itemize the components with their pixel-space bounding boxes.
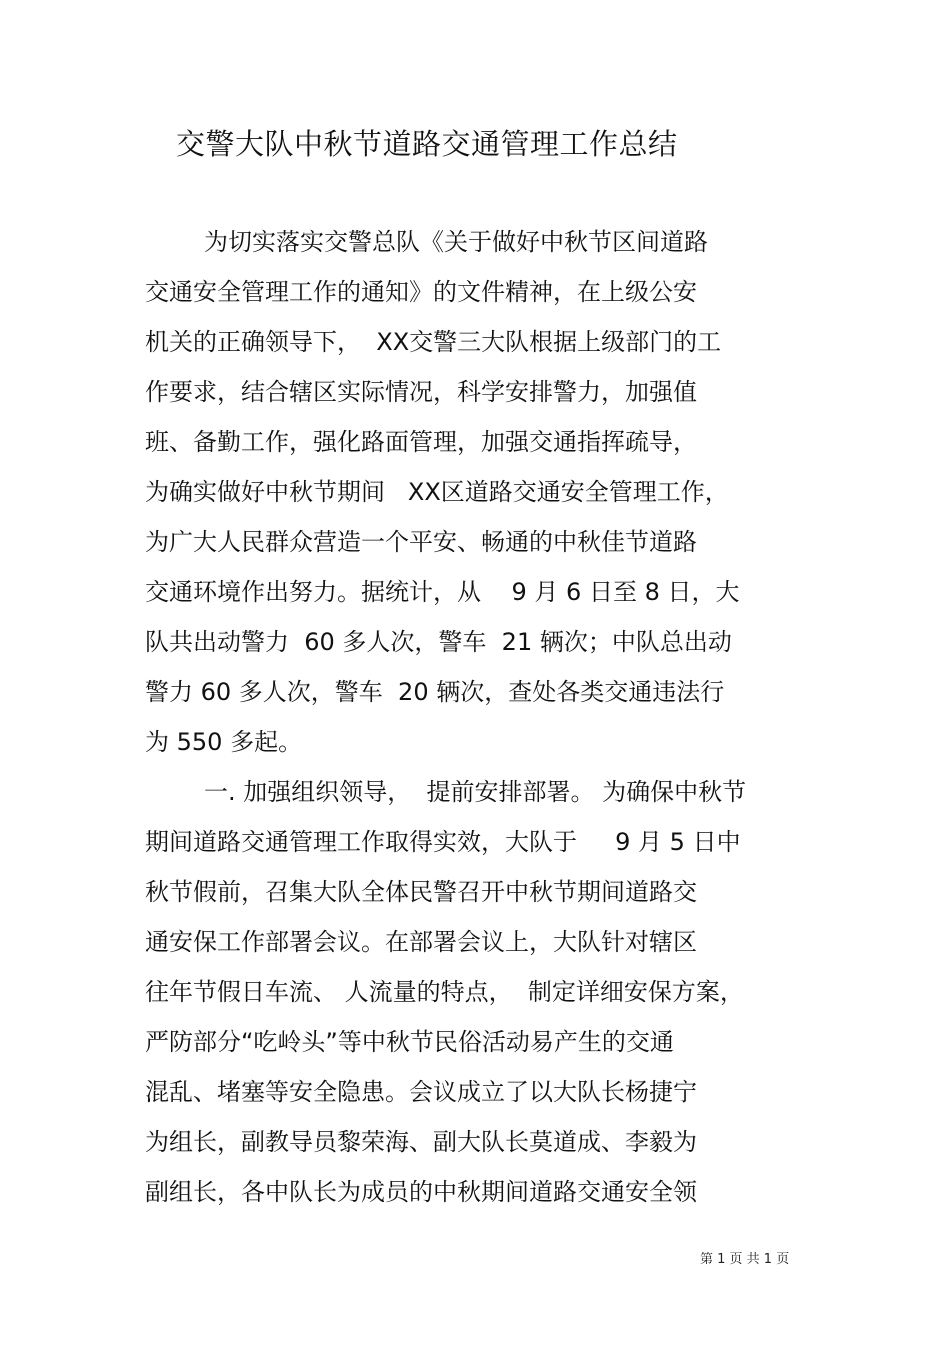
paragraph-line: 班、备勤工作，强化路面管理，加强交通指挥疏导， xyxy=(145,428,697,456)
paragraph-line: 往年节假日车流、 人流量的特点， 制定详细安保方案， xyxy=(145,978,744,1006)
paragraph-line: 混乱、堵塞等安全隐患。会议成立了以大队长杨捷宁 xyxy=(145,1078,697,1106)
paragraph-line: 为切实落实交警总队《关于做好中秋节区间道路 xyxy=(204,228,708,256)
paragraph-line: 为广大人民群众营造一个平安、畅通的中秋佳节道路 xyxy=(145,528,697,556)
page-number: 第 1 页 共 1 页 xyxy=(700,1252,790,1267)
paragraph-line: 严防部分“吃岭头”等中秋节民俗活动易产生的交通 xyxy=(145,1028,674,1056)
paragraph-line: 为组长，副教导员黎荣海、副大队长莫道成、李毅为 xyxy=(145,1128,697,1156)
paragraph-line: 警力 60 多人次，警车 20 辆次，查处各类交通违法行 xyxy=(145,678,725,706)
paragraph-line: 作要求，结合辖区实际情况，科学安排警力，加强值 xyxy=(145,378,697,406)
paragraph-line: 一. 加强组织领导， 提前安排部署。 为确保中秋节 xyxy=(204,778,747,806)
paragraph-line: 交通安全管理工作的通知》的文件精神，在上级公安 xyxy=(145,278,697,306)
paragraph-line: 队共出动警力 60 多人次，警车 21 辆次；中队总出动 xyxy=(145,628,732,656)
paragraph-line: 为 550 多起。 xyxy=(145,728,303,756)
paragraph-line: 为确实做好中秋节期间 XX区道路交通安全管理工作， xyxy=(145,478,729,506)
paragraph-line: 交通环境作出努力。据统计，从 9 月 6 日至 8 日，大 xyxy=(145,578,740,606)
paragraph-line: 机关的正确领导下， XX交警三大队根据上级部门的工 xyxy=(145,328,722,356)
paragraph-line: 通安保工作部署会议。在部署会议上，大队针对辖区 xyxy=(145,928,697,956)
paragraph-line: 期间道路交通管理工作取得实效，大队于 9 月 5 日中 xyxy=(145,828,741,856)
paragraph-line: 秋节假前，召集大队全体民警召开中秋节期间道路交 xyxy=(145,878,697,906)
document-title: 交警大队中秋节道路交通管理工作总结 xyxy=(176,127,678,161)
paragraph-line: 副组长，各中队长为成员的中秋期间道路交通安全领 xyxy=(145,1178,697,1206)
